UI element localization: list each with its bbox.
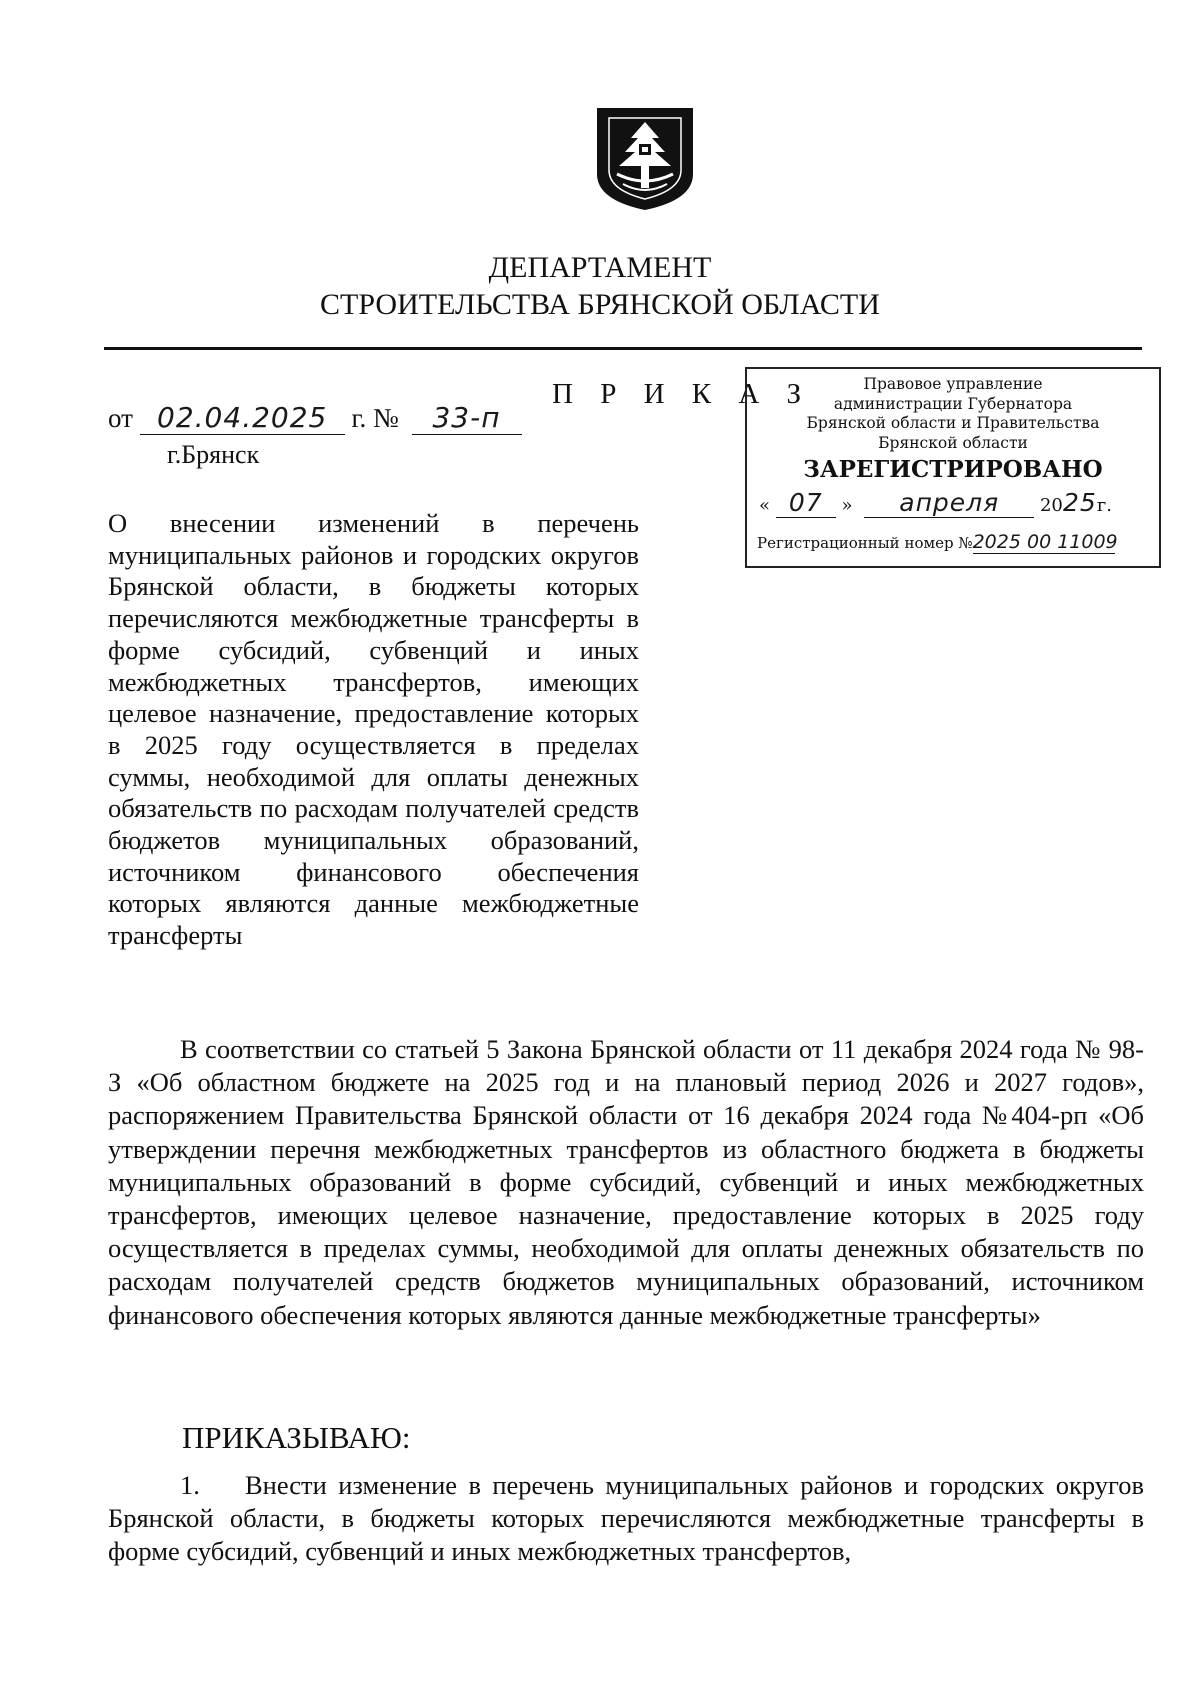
- order-number-label: г. №: [351, 403, 399, 433]
- department-header-line2: СТРОИТЕЛЬСТВА БРЯНСКОЙ ОБЛАСТИ: [320, 288, 880, 321]
- order-date-handwritten: 02.04.2025: [140, 402, 345, 435]
- stamp-quote-close: »: [841, 495, 853, 516]
- stamp-regnum-label: Регистрационный номер №: [757, 534, 973, 552]
- order-command: ПРИКАЗЫВАЮ:: [182, 1420, 411, 1455]
- stamp-line-1: Правовое управление: [863, 375, 1043, 393]
- stamp-month-handwritten: апреля: [864, 489, 1034, 518]
- stamp-date-row: [747, 489, 1159, 523]
- order-item-1: [108, 1469, 1144, 1569]
- order-date-number-line: [108, 402, 522, 435]
- department-header-line1: ДЕПАРТАМЕНТ: [488, 251, 712, 284]
- order-number-handwritten: 33-п: [412, 402, 522, 435]
- stamp-year-prefix: 20: [1039, 495, 1063, 516]
- order-item-1-text: Внести изменение в перечень муниципальных районов и городских округов Брянской области, в бюджеты которых перечисляются межбюджетные трансферты в форме субсидий, субвенций и иных межбюджетных трансфертов,: [108, 1470, 1144, 1567]
- stamp-regnum-row: [747, 531, 1159, 554]
- order-subject: О внесении изменений в перечень муниципальных районов и городских округов Брянской области, в бюджеты которых перечисляются межбюджетные трансферты в форме субсидий, субвенций и иных межбюджетных трансфертов, имеющих целевое назначение, предоставление которых в 2025 году осуществляется в пределах суммы, необходимой для оплаты денежных обязательств по расходам получателей средств бюджетов муниципальных образований, источником финансового обеспечения которых являются данные межбюджетные трансферты: [108, 508, 639, 951]
- order-item-1-number: 1.: [180, 1470, 200, 1500]
- order-from-label: от: [108, 403, 133, 433]
- preamble-paragraph: В соответствии со статьей 5 Закона Брянской области от 11 декабря 2024 года № 98-З «Об областном бюджете на 2025 год и на плановый период 2026 и 2027 годов», распоряжением Правительства Брянской области от 16 декабря 2024 года №404-рп «Об утверждении перечня межбюджетных трансфертов из областного бюджета в бюджеты муниципальных образований в форме субсидий, субвенций и иных межбюджетных трансфертов, имеющих целевое назначение, предоставление которых в 2025 году осуществляется в пределах суммы, необходимой для оплаты денежных обязательств по расходам получателей средств бюджетов муниципальных образований, источником финансового обеспечения которых являются данные межбюджетные трансферты»: [108, 1034, 1144, 1330]
- stamp-line-4: Брянской области: [878, 433, 1028, 452]
- order-title: П Р И К А З: [552, 378, 812, 410]
- stamp-day-handwritten: 07: [776, 489, 836, 518]
- stamp-year-handwritten: 25: [1062, 488, 1097, 517]
- stamp-registered: ЗАРЕГИСТРИРОВАНО: [803, 456, 1103, 483]
- order-city: г.Брянск: [167, 440, 260, 469]
- stamp-quote-open: «: [759, 495, 771, 516]
- stamp-line-2: администрации Губернатора: [833, 394, 1073, 413]
- stamp-regnum-handwritten: 2025 00 11009: [972, 531, 1118, 553]
- stamp-line-3: Брянской области и Правительства: [806, 414, 1100, 432]
- stamp-year-suffix: г.: [1096, 495, 1113, 516]
- header-divider: [104, 347, 1142, 350]
- registration-stamp: [745, 367, 1161, 568]
- coat-of-arms-emblem: [589, 104, 701, 214]
